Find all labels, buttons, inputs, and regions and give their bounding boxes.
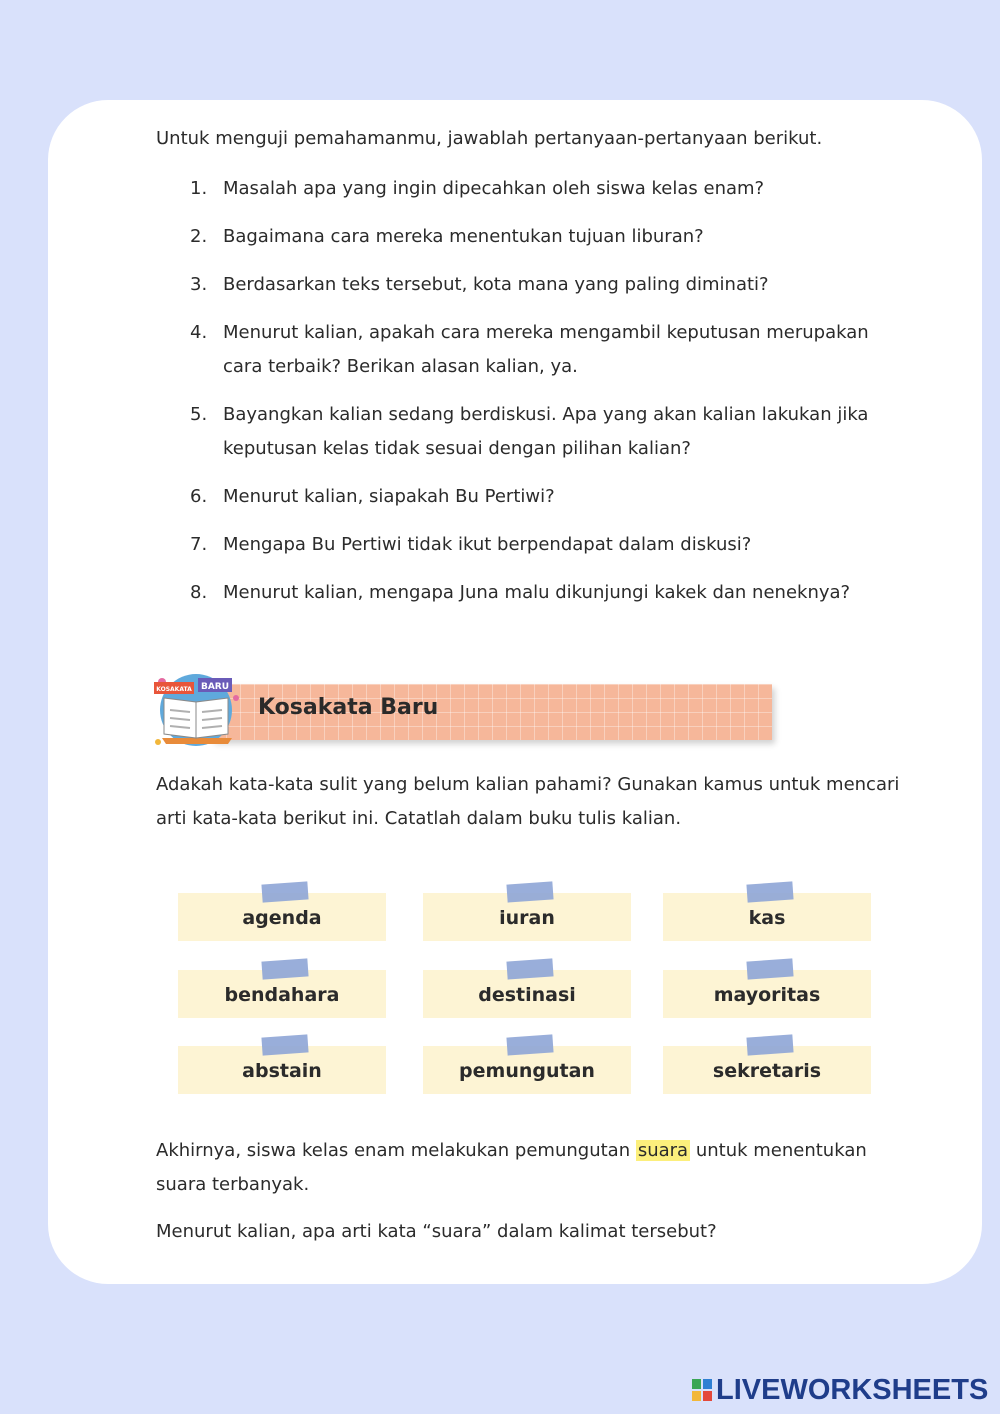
question-number: 3. xyxy=(190,274,208,295)
question-number: 4. xyxy=(190,322,208,343)
question-text: Menurut kalian, siapakah Bu Pertiwi? xyxy=(223,486,555,507)
vocab-card xyxy=(178,1046,386,1094)
liveworksheets-logo-icon xyxy=(692,1379,712,1401)
vocab-word: bendahara xyxy=(224,984,340,1006)
question-number: 5. xyxy=(190,404,208,425)
question-item xyxy=(190,316,910,384)
vocab-word: iuran xyxy=(499,907,555,929)
section-title: Kosakata Baru xyxy=(258,695,439,720)
tape-strip xyxy=(506,1034,553,1055)
question-item xyxy=(190,172,910,206)
question-text: Masalah apa yang ingin dipecahkan oleh siswa kelas enam? xyxy=(223,178,765,199)
liveworksheets-logo[interactable] xyxy=(692,1374,988,1406)
vocab-card xyxy=(663,1046,871,1094)
question-item xyxy=(190,576,910,610)
logo-text: LIVEWORKSHEETS xyxy=(716,1373,989,1406)
open-book-icon xyxy=(152,668,244,752)
closing-text-before: Akhirnya, siswa kelas enam melakukan pemungutan xyxy=(156,1140,636,1161)
question-number: 8. xyxy=(190,582,208,603)
vocab-card xyxy=(178,970,386,1018)
closing-text-after: untuk menentukan suara terbanyak. xyxy=(156,1140,867,1195)
tape-strip xyxy=(506,881,553,902)
tape-strip xyxy=(746,881,793,902)
badge-right-label: BARU xyxy=(200,682,230,692)
question-item xyxy=(190,268,910,302)
question-text: Berdasarkan teks tersebut, kota mana yang paling diminati? xyxy=(223,274,769,295)
vocab-card xyxy=(423,893,631,941)
tape-strip xyxy=(261,1034,308,1055)
vocab-word: agenda xyxy=(242,907,322,929)
question-number: 2. xyxy=(190,226,208,247)
closing-paragraph xyxy=(156,1134,916,1202)
question-text: Mengapa Bu Pertiwi tidak ikut berpendapat dalam diskusi? xyxy=(223,534,752,555)
tape-strip xyxy=(746,958,793,979)
vocab-word: abstain xyxy=(242,1060,322,1082)
tape-strip xyxy=(261,958,308,979)
vocab-word: sekretaris xyxy=(712,1060,822,1082)
tape-strip xyxy=(261,881,308,902)
question-number: 6. xyxy=(190,486,208,507)
vocab-card xyxy=(178,893,386,941)
question-item xyxy=(190,220,910,254)
question-item xyxy=(190,480,910,514)
vocab-word: mayoritas xyxy=(713,984,821,1006)
section-banner xyxy=(152,668,632,752)
vocab-word: destinasi xyxy=(478,984,576,1006)
question-text: Bayangkan kalian sedang berdiskusi. Apa yang akan kalian lakukan jika keputusan kelas tidak sesuai dengan pilihan kalian? xyxy=(223,404,869,459)
vocab-card xyxy=(423,1046,631,1094)
vocab-intro: Adakah kata-kata sulit yang belum kalian pahami? Gunakan kamus untuk mencari arti kata-kata berikut ini. Catatlah dalam buku tulis kalian. xyxy=(156,774,900,829)
question-text: Menurut kalian, mengapa Juna malu dikunjungi kakek dan neneknya? xyxy=(223,582,851,603)
question-text: Menurut kalian, apakah cara mereka mengambil keputusan merupakan cara terbaik? Berikan alasan kalian, ya. xyxy=(223,322,869,377)
vocab-card xyxy=(663,893,871,941)
badge-left-label: KOSAKATA xyxy=(156,686,192,693)
vocab-card xyxy=(663,970,871,1018)
vocab-word: kas xyxy=(748,907,786,929)
question-number: 7. xyxy=(190,534,208,555)
question-text: Bagaimana cara mereka menentukan tujuan liburan? xyxy=(223,226,704,247)
question-item xyxy=(190,528,910,562)
question-list xyxy=(190,172,910,624)
question-item xyxy=(190,398,910,466)
highlighted-word: suara xyxy=(637,1140,689,1161)
final-question: Menurut kalian, apa arti kata “suara” dalam kalimat tersebut? xyxy=(156,1221,717,1242)
tape-strip xyxy=(746,1034,793,1055)
intro-text: Untuk menguji pemahamanmu, jawablah pertanyaan-pertanyaan berikut. xyxy=(156,128,823,149)
vocab-word: pemungutan xyxy=(459,1060,595,1082)
question-number: 1. xyxy=(190,178,208,199)
tape-strip xyxy=(506,958,553,979)
vocab-card xyxy=(423,970,631,1018)
